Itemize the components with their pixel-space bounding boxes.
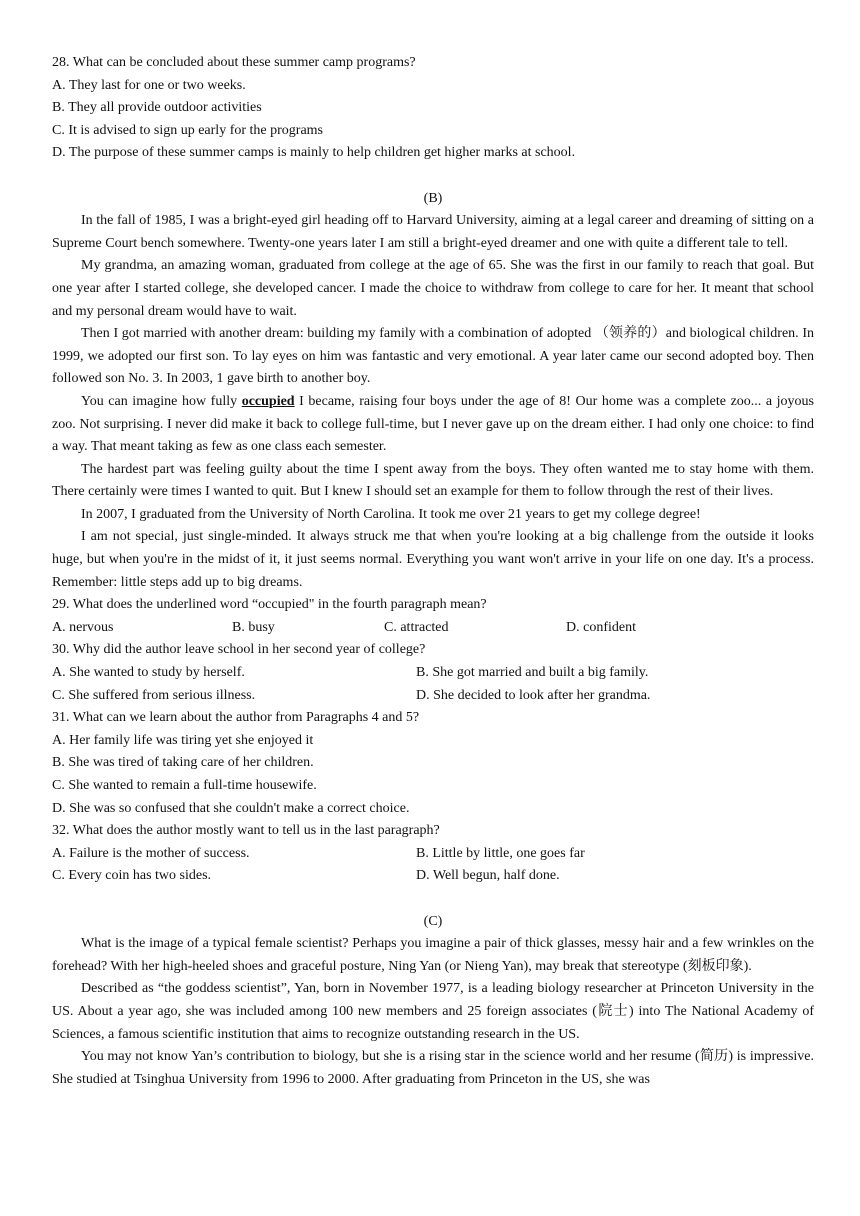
options-row [52, 685, 814, 708]
paragraph-7: I am not special, just single-minded. It always struck me that when you're looking at a big challenge from the outside it looks huge, but when you're in the midst of it, it just seems normal. Everything you want won't arrive in your life on one day. It's a process. Remember: little steps add up to big dreams. [52, 529, 814, 590]
option-a: A. They last for one or two weeks. [52, 77, 246, 93]
option-d: D. She decided to look after her grandma. [416, 687, 651, 703]
option-d: D. She was so confused that she couldn't make a correct choice. [52, 800, 410, 816]
question-stem: 30. Why did the author leave school in her second year of college? [52, 642, 426, 658]
paragraph-3: Then I got married with another dream: building my family with a combination of adopted （领养的）and biological children. In 1999, we adopted our first son. To lay eyes on him was fantastic and very emotional. A year later came our second adopted boy. Then followed son No. 3. In 2003, 1 gave birth to another boy. [52, 326, 814, 387]
option-c: C. attracted [384, 619, 449, 635]
option-b: B. She got married and built a big family. [416, 665, 649, 681]
question-stem: 29. What does the underlined word “occupied" in the fourth paragraph mean? [52, 597, 487, 613]
paragraph-1: What is the image of a typical female scientist? Perhaps you imagine a pair of thick glasses, messy hair and a few wrinkles on the forehead? With her high-heeled shoes and graceful posture, Ning Yan (or Nieng Yan), may break that stereotype (刻板印象). [52, 936, 814, 974]
paragraph-5: The hardest part was feeling guilty about the time I spent away from the boys. They often wanted me to stay home with them. There certainly were times I wanted to quit. But I knew I should set an example for them to follow through the rest of their lives. [52, 461, 814, 500]
option-b: B. busy [232, 619, 275, 635]
option-a: A. Failure is the mother of success. [52, 845, 250, 861]
spacer [52, 888, 814, 911]
question-32 [52, 820, 814, 888]
question-31 [52, 707, 814, 820]
option-b: B. They all provide outdoor activities [52, 100, 262, 116]
options-row [52, 617, 814, 640]
underlined-word: occupied [241, 393, 295, 409]
option-b: B. Little by little, one goes far [416, 845, 585, 861]
option-c: C. It is advised to sign up early for the programs [52, 122, 324, 138]
question-30 [52, 639, 814, 707]
option-c: C. Every coin has two sides. [52, 868, 212, 884]
paragraph-6: In 2007, I graduated from the University of North Carolina. It took me over 21 years to get my college degree! [81, 506, 701, 522]
question-stem: 32. What does the author mostly want to tell us in the last paragraph? [52, 823, 440, 839]
section-heading: (B) [423, 190, 443, 206]
options-row [52, 843, 814, 866]
paragraph-4-lead: You can imagine how fully [81, 393, 242, 409]
option-d: D. The purpose of these summer camps is mainly to help children get higher marks at school. [52, 145, 576, 161]
question-stem: 28. What can be concluded about these summer camp programs? [52, 55, 416, 70]
question-28 [52, 52, 814, 165]
option-c: C. She suffered from serious illness. [52, 687, 256, 703]
options-row [52, 865, 814, 888]
option-c: C. She wanted to remain a full-time housewife. [52, 778, 317, 793]
option-a: A. She wanted to study by herself. [52, 665, 245, 681]
option-a: A. nervous [52, 619, 114, 635]
section-b [52, 188, 814, 595]
option-a: A. Her family life was tiring yet she enjoyed it [52, 732, 314, 748]
section-heading: (C) [423, 913, 443, 929]
question-stem: 31. What can we learn about the author from Paragraphs 4 and 5? [52, 710, 420, 726]
paragraph-3: You may not know Yan’s contribution to biology, but she is a rising star in the science world and her resume (简历) is impressive. She studied at Tsinghua University from 1996 to 2000. After graduating from Princeton in the US, she was [52, 1049, 814, 1087]
paragraph-2: Described as “the goddess scientist”, Yan, born in November 1977, is a leading biology researcher at Princeton University in the US. About a year ago, she was included among 100 new members and 25 foreign associates (院士) into The National Academy of Sciences, a famous scientific institution that aims to recognize outstanding research in the US. [52, 981, 814, 1042]
option-d: D. confident [566, 619, 636, 635]
paragraph-4-rest: I became, raising four boys under the age of 8! Our home was a complete zoo... a joyous zoo. Not surprising. I never did make it back to college full-time, but I never gave up on the dream either. I had only one choice: to find a way. That meant taking as few as one class each semester. [52, 393, 815, 455]
section-c [52, 911, 814, 1092]
option-b: B. She was tired of taking care of her children. [52, 755, 314, 771]
paragraph-1: In the fall of 1985, I was a bright-eyed girl heading off to Harvard University, aiming at a legal career and dreaming of sitting on a Supreme Court bench somewhere. Twenty-one years later I am still a bright-eyed dreamer and one with quite a different tale to tell. [52, 213, 814, 251]
paragraph-2: My grandma, an amazing woman, graduated from college at the age of 65. She was the first in our family to reach that goal. But one year after I started college, she developed cancer. I made the choice to withdraw from college to care for her. It meant that school and my personal dream would have to wait. [52, 258, 814, 319]
paragraph-4 [52, 391, 814, 459]
spacer [52, 165, 814, 188]
option-d: D. Well begun, half done. [416, 868, 560, 884]
options-row [52, 662, 814, 685]
question-29 [52, 594, 814, 639]
